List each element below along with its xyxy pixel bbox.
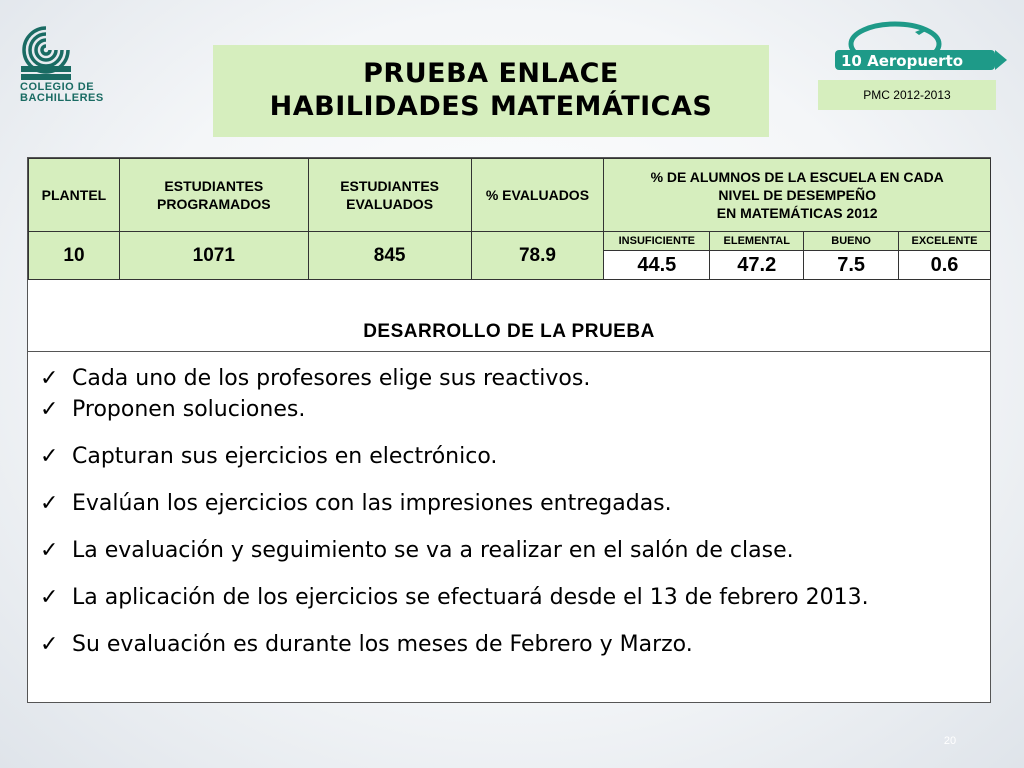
header-plantel: PLANTEL bbox=[29, 159, 120, 232]
header-programados: ESTUDIANTES PROGRAMADOS bbox=[119, 159, 308, 232]
value-bueno: 7.5 bbox=[804, 251, 899, 280]
aeropuerto-logo-text: 10 Aeropuerto bbox=[841, 52, 964, 70]
list-item bbox=[40, 442, 970, 472]
checkmark-icon: ✓ bbox=[40, 538, 59, 563]
list-item bbox=[40, 630, 970, 660]
title-line-2: HABILIDADES MATEMÁTICAS bbox=[269, 91, 713, 122]
title-line-1: PRUEBA ENLACE bbox=[363, 58, 619, 89]
checkmark-icon: ✓ bbox=[40, 397, 59, 422]
checkmark-icon: ✓ bbox=[40, 366, 59, 391]
logo-line-2: BACHILLERES bbox=[20, 92, 104, 104]
header-niveles bbox=[604, 159, 991, 232]
header-pct-evaluados: % EVALUADOS bbox=[471, 159, 604, 232]
bullet-text: Capturan sus ejercicios en electrónico. bbox=[72, 444, 498, 469]
bullet-text: La aplicación de los ejercicios se efectuará desde el 13 de febrero 2013. bbox=[72, 585, 869, 610]
cell-pct-evaluados: 78.9 bbox=[471, 232, 604, 280]
spiral-logo-icon bbox=[16, 20, 76, 82]
colegio-de-bachilleres-logo bbox=[16, 20, 146, 110]
list-item bbox=[40, 489, 970, 519]
value-insuficiente: 44.5 bbox=[604, 251, 710, 280]
section-row bbox=[28, 282, 990, 352]
title-box bbox=[213, 45, 769, 137]
header-niveles-line-2: NIVEL DE DESEMPEÑO bbox=[718, 187, 877, 203]
list-item bbox=[40, 395, 970, 425]
level-insuficiente: INSUFICIENTE bbox=[604, 232, 710, 251]
cell-plantel: 10 bbox=[29, 232, 120, 280]
checkmark-icon: ✓ bbox=[40, 585, 59, 610]
bullet-list bbox=[40, 364, 970, 677]
aeropuerto-logo-icon bbox=[833, 20, 1013, 82]
level-elemental: ELEMENTAL bbox=[710, 232, 804, 251]
cell-evaluados: 845 bbox=[308, 232, 471, 280]
pmc-label: PMC 2012-2013 bbox=[818, 80, 996, 110]
list-item bbox=[40, 583, 970, 613]
bullet-text: Evalúan los ejercicios con las impresiones entregadas. bbox=[72, 491, 672, 516]
logo-line-1: COLEGIO DE bbox=[20, 81, 95, 93]
bullet-text: Su evaluación es durante los meses de Febrero y Marzo. bbox=[72, 632, 693, 657]
logo-caption bbox=[20, 82, 104, 104]
list-item bbox=[40, 364, 970, 394]
value-elemental: 47.2 bbox=[710, 251, 804, 280]
level-excelente: EXCELENTE bbox=[899, 232, 991, 251]
list-item bbox=[40, 536, 970, 566]
checkmark-icon: ✓ bbox=[40, 632, 59, 657]
value-excelente: 0.6 bbox=[899, 251, 991, 280]
bullet-text: La evaluación y seguimiento se va a realizar en el salón de clase. bbox=[72, 538, 794, 563]
level-bueno: BUENO bbox=[804, 232, 899, 251]
header-evaluados: ESTUDIANTES EVALUADOS bbox=[308, 159, 471, 232]
checkmark-icon: ✓ bbox=[40, 491, 59, 516]
bullet-text: Proponen soluciones. bbox=[72, 397, 306, 422]
header-niveles-line-3: EN MATEMÁTICAS 2012 bbox=[716, 205, 878, 221]
slide-number: 20 bbox=[943, 735, 957, 747]
bullet-text: Cada uno de los profesores elige sus reactivos. bbox=[72, 366, 591, 391]
section-title: DESARROLLO DE LA PRUEBA bbox=[363, 321, 655, 342]
cell-programados: 1071 bbox=[119, 232, 308, 280]
checkmark-icon: ✓ bbox=[40, 444, 59, 469]
main-table-frame bbox=[27, 157, 991, 703]
header-niveles-line-1: % DE ALUMNOS DE LA ESCUELA EN CADA bbox=[650, 169, 944, 185]
results-table bbox=[28, 158, 991, 280]
